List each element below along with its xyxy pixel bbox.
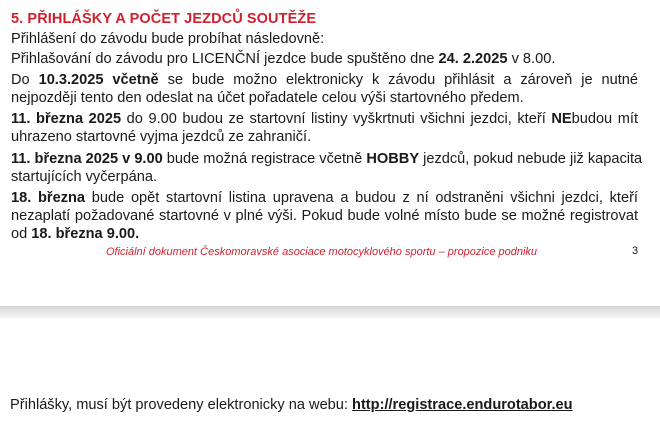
hobby-date: 11. března 2025 v 9.00	[11, 151, 163, 167]
page-break-divider	[0, 306, 660, 318]
registration-link[interactable]: http://registrace.endurotabor.eu	[352, 397, 573, 413]
update-text-line-2: nezaplatí požadované startovné v plné výši. Pokud bude volné místo bude se možné registrovat	[11, 208, 638, 224]
removal-ne: NE	[551, 111, 572, 127]
update-text-start: bude opět startovní listina upravena a budou z ní odstraněni všichni jezdci, kteří	[85, 190, 638, 206]
removal-text-end: budou mít	[571, 111, 638, 127]
license-line	[11, 50, 555, 68]
license-text-end: v 8.00.	[507, 51, 556, 67]
intro-line	[11, 30, 324, 48]
paragraph-removal-line-2	[11, 128, 311, 146]
paragraph-deadline-line-2	[11, 89, 524, 107]
hobby-text-line-2: startujících vyčerpána.	[11, 169, 158, 185]
paragraph-update-line-3	[11, 225, 139, 243]
paragraph-removal-line-1	[11, 110, 638, 128]
hobby-word: HOBBY	[366, 151, 420, 167]
update-date: 18. března	[11, 190, 86, 206]
intro-text: Přihlášení do závodu bude probíhat následovně:	[11, 31, 325, 47]
paragraph-hobby-line-1	[11, 150, 643, 168]
registration-line	[10, 397, 573, 413]
paragraph-hobby-line-2	[11, 168, 157, 186]
footer-note: Oficiální dokument Českomoravské asociace motocyklového sportu – propozice podniku	[106, 246, 538, 258]
license-text-start: Přihlašování do závodu pro LICENČNÍ jezdce bude spuštěno dne	[11, 51, 439, 67]
deadline-text-start: Do	[11, 72, 39, 88]
update-text-line-3: od	[11, 226, 32, 242]
paragraph-update-line-1	[11, 189, 638, 207]
hobby-text-start: bude možná registrace včetně	[162, 151, 367, 167]
paragraph-deadline-line-1	[11, 71, 638, 89]
registration-text: Přihlášky, musí být provedeny elektronicky na webu:	[10, 397, 353, 413]
removal-text-line-2: uhrazeno startovné vyjma jezdců ze zahraničí.	[11, 129, 312, 145]
update-final-date: 18. března 9.00.	[31, 226, 140, 242]
hobby-text-end: jezdců, pokud nebude již kapacita	[419, 151, 643, 167]
section-title: 5. PŘIHLÁŠKY A POČET JEZDCŮ SOUTĚŽE	[11, 11, 317, 27]
removal-text-start: do 9.00 budou ze startovní listiny vyškrtnuti všichni jezdci, kteří	[121, 111, 552, 127]
paragraph-update-line-2	[11, 207, 638, 225]
deadline-text-end: se bude možno elektronicky k závodu přihlásit a zároveň je nutné	[158, 72, 638, 88]
deadline-text-line-2: nejpozději tento den odeslat na účet pořadatele celou výši startovného předem.	[11, 90, 524, 106]
deadline-date: 10.3.2025 včetně	[38, 72, 159, 88]
license-date: 24. 2.2025	[438, 51, 508, 67]
removal-date: 11. března 2025	[11, 111, 122, 127]
page-number: 3	[632, 245, 639, 257]
